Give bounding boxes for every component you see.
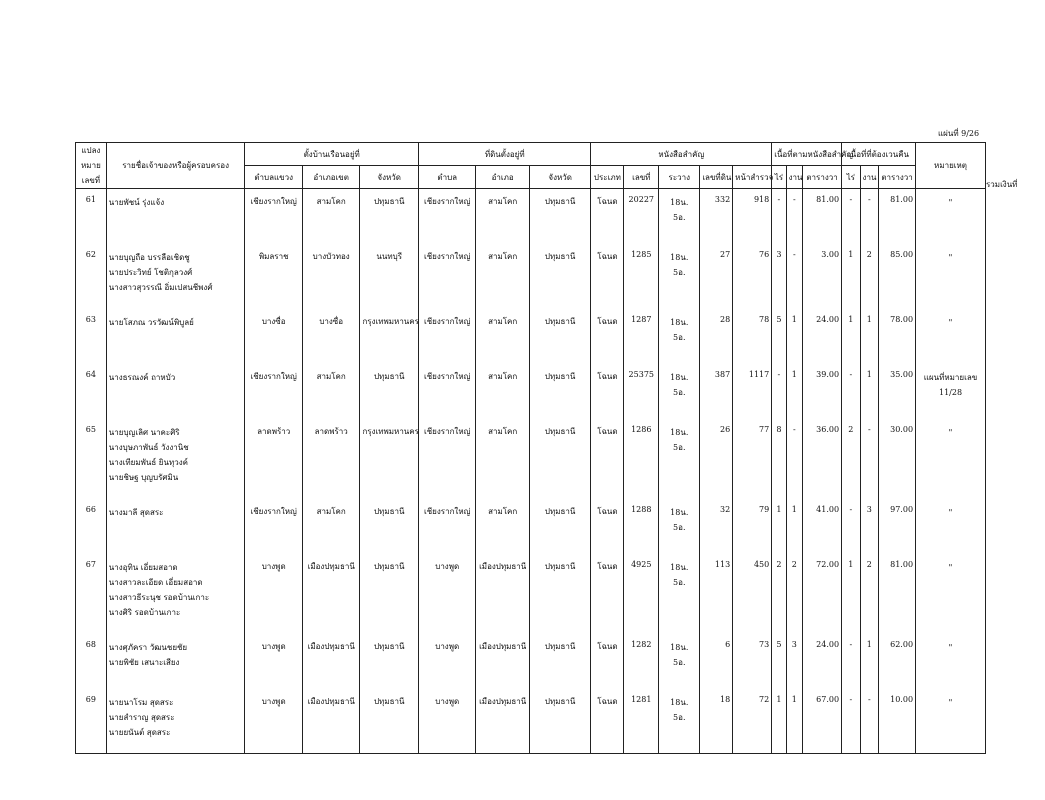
ret-ngan-cell: - <box>860 419 878 499</box>
land-province-header: จังหวัด <box>529 166 591 189</box>
sheet-cell <box>659 689 700 754</box>
ret-wa-cell: 10.00 <box>879 689 916 754</box>
owner-names-line: นายพัชน์ รุ่งแจ้ง <box>108 198 165 207</box>
table-row <box>76 554 986 634</box>
address-tambon-cell: เชียงรากใหญ่ <box>245 499 303 554</box>
table-row <box>76 189 986 244</box>
land-no-cell: 28 <box>700 309 733 364</box>
sheet-line: 5อ. <box>673 657 686 667</box>
land-province-cell: ปทุมธานี <box>529 309 591 364</box>
address-amphoe-cell: สามโคก <box>302 189 360 244</box>
land-tambon-header: ตำบล <box>418 166 476 189</box>
doc-rai-cell: 5 <box>772 309 786 364</box>
address-amphoe-cell: เมืองปทุมธานี <box>302 634 360 689</box>
sheet-line: 18น. <box>670 507 689 517</box>
address-province-cell: ปทุมธานี <box>360 499 419 554</box>
expropriation-table <box>75 142 986 754</box>
land-tambon-cell: เชียงรากใหญ่ <box>418 189 476 244</box>
sheet-header: ระวาง <box>659 166 700 189</box>
sheet-line: 18น. <box>670 642 689 652</box>
owner-names-cell <box>106 689 245 754</box>
survey-page-cell: 918 <box>733 189 772 244</box>
ret-ngan-cell: 1 <box>860 364 878 419</box>
owner-names-line: นางอุทิน เอี่ยมสอาด <box>108 562 178 572</box>
sheet-line: 18น. <box>670 317 689 327</box>
table-row <box>76 419 986 499</box>
address-province-cell: นนทบุรี <box>360 244 419 309</box>
land-province-cell: ปทุมธานี <box>529 499 591 554</box>
plot-no-header: แปลง หมาย เลขที่ <box>76 143 107 189</box>
doc-rai-cell: - <box>772 189 786 244</box>
land-province-cell: ปทุมธานี <box>529 189 591 244</box>
land-province-cell: ปทุมธานี <box>529 689 591 754</box>
remark-line: " <box>948 507 953 517</box>
address-amphoe-cell: สามโคก <box>302 499 360 554</box>
ret-ngan-cell: 1 <box>860 634 878 689</box>
land-no-cell: 18 <box>700 689 733 754</box>
ret-rai-cell: - <box>842 499 860 554</box>
owner-names-cell <box>106 499 245 554</box>
land-no-cell: 27 <box>700 244 733 309</box>
owner-names-line: นายชิษฐ บุญบรัศมิน <box>108 472 179 482</box>
table-row <box>76 689 986 754</box>
owner-names-line: นางเทียมพันธ์ ยินทุวงค์ <box>108 457 188 467</box>
plot-no-cell: 61 <box>76 189 107 244</box>
ret-rai-cell: - <box>842 634 860 689</box>
remark-line: " <box>948 252 953 262</box>
remark-line: 11/28 <box>938 387 963 397</box>
doc-type-cell: โฉนด <box>591 309 624 364</box>
remark-cell <box>916 689 986 754</box>
owner-names-line: นางสาวละเอียด เอี่ยมสอาด <box>108 577 203 587</box>
ret-wa-cell: 81.00 <box>879 554 916 634</box>
owner-names-line: นางศิริ รอดบ้านเกาะ <box>108 607 181 617</box>
land-amphoe-cell: เมืองปทุมธานี <box>476 689 529 754</box>
remark-cell <box>916 309 986 364</box>
ret-ngan-cell: 1 <box>860 309 878 364</box>
ret-ngan-cell: - <box>860 189 878 244</box>
owner-names-line: นางธรณงค์ ถาหบัว <box>108 372 176 382</box>
land-no-cell: 6 <box>700 634 733 689</box>
owner-names-cell <box>106 244 245 309</box>
land-amphoe-cell: สามโคก <box>476 419 529 499</box>
doc-ngan-cell: 2 <box>786 554 802 634</box>
doc-no-cell: 1282 <box>624 634 659 689</box>
survey-page-cell: 78 <box>733 309 772 364</box>
address-tambon-cell: บางพูด <box>245 554 303 634</box>
sheet-cell <box>659 499 700 554</box>
address-province-cell: ปทุมธานี <box>360 554 419 634</box>
ret-wa-header: ตารางวา <box>879 166 916 189</box>
doc-no-cell: 1286 <box>624 419 659 499</box>
doc-wa-cell: 3.00 <box>803 244 842 309</box>
land-amphoe-cell: เมืองปทุมธานี <box>476 634 529 689</box>
doc-type-cell: โฉนด <box>591 554 624 634</box>
address-amphoe-cell: ลาดพร้าว <box>302 419 360 499</box>
doc-ngan-cell: 1 <box>786 689 802 754</box>
remark-line: " <box>948 697 953 707</box>
doc-rai-cell: 2 <box>772 554 786 634</box>
doc-wa-cell: 67.00 <box>803 689 842 754</box>
doc-ngan-cell: - <box>786 189 802 244</box>
owner-names-cell <box>106 189 245 244</box>
ret-wa-cell: 35.00 <box>879 364 916 419</box>
ret-rai-cell: 1 <box>842 244 860 309</box>
ret-rai-header: ไร่ <box>842 166 860 189</box>
ret-rai-cell: 1 <box>842 554 860 634</box>
land-tambon-cell: บางพูด <box>418 634 476 689</box>
sheet-cell <box>659 189 700 244</box>
land-amphoe-cell: เมืองปทุมธานี <box>476 554 529 634</box>
doc-type-cell: โฉนด <box>591 244 624 309</box>
table-header <box>76 143 986 189</box>
remark-line: " <box>948 562 953 572</box>
land-province-cell: ปทุมธานี <box>529 244 591 309</box>
land-no-cell: 387 <box>700 364 733 419</box>
doc-ngan-cell: - <box>786 419 802 499</box>
doc-rai-cell: 8 <box>772 419 786 499</box>
address-province-cell: ปทุมธานี <box>360 189 419 244</box>
address-amphoe-header: อำเภอเขต <box>302 166 360 189</box>
doc-ngan-cell: 1 <box>786 364 802 419</box>
sheet-cell <box>659 309 700 364</box>
address-tambon-cell: ลาดพร้าว <box>245 419 303 499</box>
address-group-header: ตั้งบ้านเรือนอยู่ที่ <box>245 143 419 166</box>
doc-no-cell: 1281 <box>624 689 659 754</box>
doc-ngan-cell: 3 <box>786 634 802 689</box>
address-tambon-cell: เชียงรากใหญ่ <box>245 364 303 419</box>
owner-names-line: นายนาโรม สุดสระ <box>108 697 174 707</box>
remark-cell <box>916 189 986 244</box>
plot-no-cell: 68 <box>76 634 107 689</box>
doc-type-cell: โฉนด <box>591 364 624 419</box>
address-tambon-cell: บางพูด <box>245 689 303 754</box>
doc-type-header: ประเภท <box>591 166 624 189</box>
remark-cell <box>916 244 986 309</box>
owner-names-header: รายชื่อเจ้าของหรือผู้ครอบครอง <box>106 143 245 189</box>
owner-names-line: นายพิชัย เสนาะเสียง <box>108 657 180 667</box>
address-province-cell: กรุงเทพมหานคร <box>360 309 419 364</box>
sheet-cell <box>659 244 700 309</box>
table-row <box>76 244 986 309</box>
table-row <box>76 499 986 554</box>
doc-type-cell: โฉนด <box>591 634 624 689</box>
land-amphoe-cell: สามโคก <box>476 499 529 554</box>
expropriated-area-group-header: เนื้อที่ที่ต้องเวนคืน <box>842 143 916 166</box>
sheet-line: 18น. <box>670 427 689 437</box>
owner-names-line: นางศุภัครา วัฒนชยชัย <box>108 642 188 652</box>
remark-cell <box>916 499 986 554</box>
address-province-header: จังหวัด <box>360 166 419 189</box>
doc-wa-cell: 24.00 <box>803 634 842 689</box>
address-amphoe-cell: เมืองปทุมธานี <box>302 689 360 754</box>
ret-wa-cell: 78.00 <box>879 309 916 364</box>
table-body <box>76 189 986 754</box>
survey-page-cell: 76 <box>733 244 772 309</box>
sheet-line: 18น. <box>670 562 689 572</box>
owner-names-line: นายโสภณ วรวัฒน์พิบูลย์ <box>108 317 194 327</box>
sheet-line: 5อ. <box>673 577 686 587</box>
land-tambon-cell: เชียงรากใหญ่ <box>418 364 476 419</box>
doc-wa-cell: 72.00 <box>803 554 842 634</box>
ret-wa-cell: 81.00 <box>879 189 916 244</box>
doc-no-cell: 1285 <box>624 244 659 309</box>
owner-names-line: นายประวิทย์ โชติกุลวงศ์ <box>108 267 193 277</box>
address-province-cell: ปทุมธานี <box>360 634 419 689</box>
doc-wa-cell: 39.00 <box>803 364 842 419</box>
owner-names-line: นายบุญถือ บรรลือเชิดชู <box>108 252 190 262</box>
ret-ngan-cell: 2 <box>860 554 878 634</box>
owner-names-line: นายสำราญ สุดสระ <box>108 712 175 722</box>
survey-page-cell: 1117 <box>733 364 772 419</box>
sheet-line: 18น. <box>670 252 689 262</box>
land-amphoe-cell: สามโคก <box>476 309 529 364</box>
doc-ngan-cell: 1 <box>786 499 802 554</box>
remark-cell <box>916 634 986 689</box>
table-row <box>76 364 986 419</box>
address-province-cell: ปทุมธานี <box>360 364 419 419</box>
doc-rai-cell: 1 <box>772 689 786 754</box>
doc-ngan-cell: 1 <box>786 309 802 364</box>
ret-ngan-cell: - <box>860 689 878 754</box>
doc-type-cell: โฉนด <box>591 499 624 554</box>
sheet-cell <box>659 554 700 634</box>
owner-names-line: นางสาวธีระนุช รอดบ้านเกาะ <box>108 592 210 602</box>
plot-no-cell: 62 <box>76 244 107 309</box>
side-note-label: รวมเงินที่ <box>986 180 1018 189</box>
doc-rai-cell: 3 <box>772 244 786 309</box>
plot-no-cell: 64 <box>76 364 107 419</box>
land-no-cell: 32 <box>700 499 733 554</box>
owner-names-line: นายบุญเลิศ นาคะศิริ <box>108 427 180 437</box>
owner-names-cell <box>106 419 245 499</box>
survey-page-cell: 450 <box>733 554 772 634</box>
sheet-cell <box>659 364 700 419</box>
plot-no-cell: 69 <box>76 689 107 754</box>
sheet-line: 5อ. <box>673 442 686 452</box>
ret-rai-cell: 1 <box>842 309 860 364</box>
land-amphoe-cell: สามโคก <box>476 244 529 309</box>
land-tambon-cell: บางพูด <box>418 689 476 754</box>
doc-no-cell: 20227 <box>624 189 659 244</box>
address-amphoe-cell: บางบัวทอง <box>302 244 360 309</box>
sheet-line: 18น. <box>670 697 689 707</box>
plot-no-cell: 66 <box>76 499 107 554</box>
document-group-header: หนังสือสำคัญ <box>591 143 772 166</box>
ret-wa-cell: 85.00 <box>879 244 916 309</box>
owner-names-line: นางบุษภาพันธ์ วังงานิช <box>108 442 189 452</box>
plot-no-cell: 67 <box>76 554 107 634</box>
doc-no-cell: 4925 <box>624 554 659 634</box>
survey-page-header: หน้าสำรวจ <box>733 166 772 189</box>
plot-no-cell: 65 <box>76 419 107 499</box>
doc-rai-header: ไร่ <box>772 166 786 189</box>
land-province-cell: ปทุมธานี <box>529 554 591 634</box>
sheet-line: 5อ. <box>673 332 686 342</box>
remark-cell <box>916 419 986 499</box>
doc-rai-cell: 5 <box>772 634 786 689</box>
ret-rai-cell: - <box>842 689 860 754</box>
doc-wa-cell: 36.00 <box>803 419 842 499</box>
land-province-cell: ปทุมธานี <box>529 419 591 499</box>
land-tambon-cell: เชียงรากใหญ่ <box>418 419 476 499</box>
doc-rai-cell: 1 <box>772 499 786 554</box>
plot-no-cell: 63 <box>76 309 107 364</box>
address-tambon-cell: บางพูด <box>245 634 303 689</box>
doc-type-cell: โฉนด <box>591 419 624 499</box>
address-tambon-header: ตำบลแขวง <box>245 166 303 189</box>
doc-no-header: เลขที่ <box>624 166 659 189</box>
table-row <box>76 634 986 689</box>
land-no-cell: 113 <box>700 554 733 634</box>
land-no-cell: 26 <box>700 419 733 499</box>
remark-line: " <box>948 427 953 437</box>
doc-type-cell: โฉนด <box>591 689 624 754</box>
sheet-line: 18น. <box>670 372 689 382</box>
land-tambon-cell: บางพูด <box>418 554 476 634</box>
ret-wa-cell: 30.00 <box>879 419 916 499</box>
doc-ngan-cell: - <box>786 244 802 309</box>
doc-ngan-header: งาน <box>786 166 802 189</box>
doc-wa-header: ตารางวา <box>803 166 842 189</box>
remark-line: " <box>948 642 953 652</box>
sheet-cell <box>659 634 700 689</box>
ret-wa-cell: 97.00 <box>879 499 916 554</box>
owner-names-line: นายยนันต์ สุดสระ <box>108 727 171 737</box>
ret-rai-cell: - <box>842 364 860 419</box>
doc-rai-cell: - <box>772 364 786 419</box>
doc-no-cell: 1288 <box>624 499 659 554</box>
land-no-header: เลขที่ดิน <box>700 166 733 189</box>
document-area-group-header: เนื้อที่ตามหนังสือสำคัญ <box>772 143 842 166</box>
table-row <box>76 309 986 364</box>
doc-type-cell: โฉนด <box>591 189 624 244</box>
survey-page-cell: 72 <box>733 689 772 754</box>
remark-line: " <box>948 198 953 207</box>
ret-wa-cell: 62.00 <box>879 634 916 689</box>
survey-page-cell: 79 <box>733 499 772 554</box>
page-number: แผ่นที่ 9/26 <box>938 129 980 138</box>
doc-no-cell: 25375 <box>624 364 659 419</box>
land-amphoe-cell: สามโคก <box>476 364 529 419</box>
land-province-cell: ปทุมธานี <box>529 364 591 419</box>
land-amphoe-header: อำเภอ <box>476 166 529 189</box>
sheet-line: 5อ. <box>673 387 686 397</box>
address-tambon-cell: บางซื่อ <box>245 309 303 364</box>
sheet-cell <box>659 419 700 499</box>
ret-rai-cell: - <box>842 189 860 244</box>
remark-cell <box>916 364 986 419</box>
ret-ngan-cell: 3 <box>860 499 878 554</box>
land-tambon-cell: เชียงรากใหญ่ <box>418 499 476 554</box>
sheet-line: 5อ. <box>673 213 686 222</box>
sheet-line: 5อ. <box>673 712 686 722</box>
sheet-line: 5อ. <box>673 267 686 277</box>
remark-line: แผนที่หมายเลข <box>923 372 978 382</box>
survey-page-cell: 73 <box>733 634 772 689</box>
address-amphoe-cell: สามโคก <box>302 364 360 419</box>
land-tambon-cell: เชียงรากใหญ่ <box>418 244 476 309</box>
ret-rai-cell: 2 <box>842 419 860 499</box>
address-province-cell: ปทุมธานี <box>360 689 419 754</box>
owner-names-cell <box>106 309 245 364</box>
doc-wa-cell: 81.00 <box>803 189 842 244</box>
remark-line: " <box>948 317 953 327</box>
survey-page-cell: 77 <box>733 419 772 499</box>
land-tambon-cell: เชียงรากใหญ่ <box>418 309 476 364</box>
land-amphoe-cell: สามโคก <box>476 189 529 244</box>
sheet-line: 5อ. <box>673 522 686 532</box>
address-tambon-cell: เชียงรากใหญ่ <box>245 189 303 244</box>
address-province-cell: กรุงเทพมหานคร <box>360 419 419 499</box>
owner-names-line: นางสาวสุวรรณี อิ่มเปสนชีพงศ์ <box>108 282 213 292</box>
doc-wa-cell: 24.00 <box>803 309 842 364</box>
doc-wa-cell: 41.00 <box>803 499 842 554</box>
ret-ngan-header: งาน <box>860 166 878 189</box>
owner-names-cell <box>106 364 245 419</box>
land-province-cell: ปทุมธานี <box>529 634 591 689</box>
remarks-header: หมายเหตุ <box>916 143 986 189</box>
land-location-group-header: ที่ดินตั้งอยู่ที่ <box>418 143 591 166</box>
owner-names-cell <box>106 554 245 634</box>
doc-no-cell: 1287 <box>624 309 659 364</box>
address-amphoe-cell: เมืองปทุมธานี <box>302 554 360 634</box>
owner-names-cell <box>106 634 245 689</box>
remark-cell <box>916 554 986 634</box>
sheet-line: 18น. <box>670 198 689 207</box>
owner-names-line: นางมาลี สุดสระ <box>108 507 164 517</box>
address-amphoe-cell: บางซื่อ <box>302 309 360 364</box>
land-no-cell: 332 <box>700 189 733 244</box>
address-tambon-cell: พิมลราช <box>245 244 303 309</box>
ret-ngan-cell: 2 <box>860 244 878 309</box>
